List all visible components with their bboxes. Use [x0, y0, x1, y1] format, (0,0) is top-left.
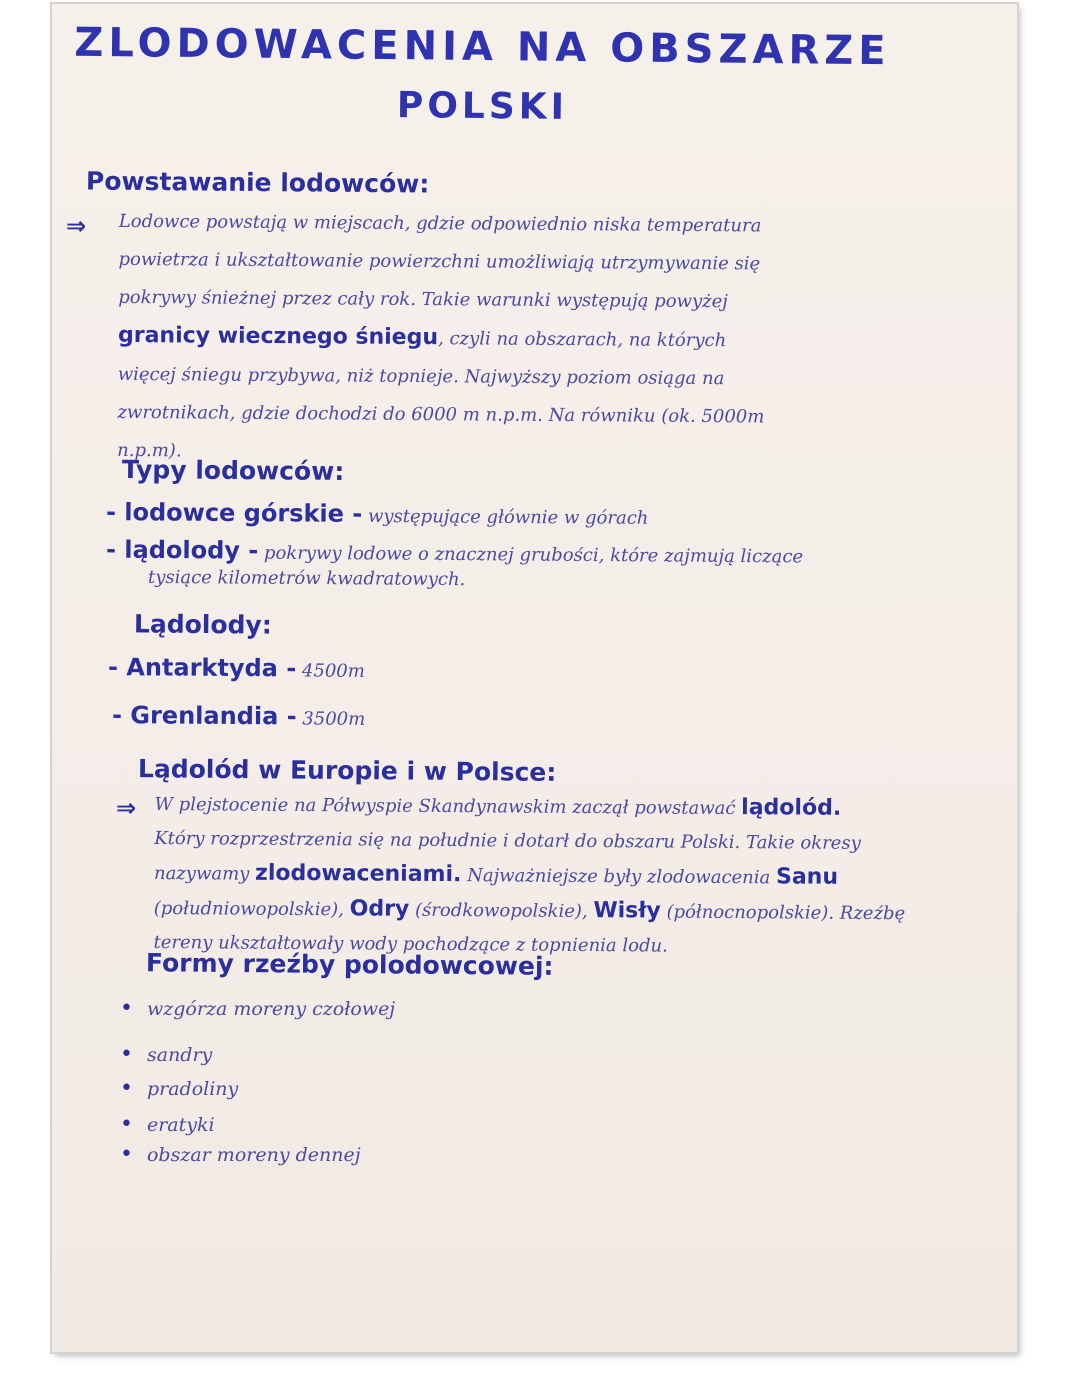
page-title-line-2: POLSKI	[396, 85, 569, 128]
list-item	[112, 701, 365, 731]
item-continuation: tysiące kilometrów kwadratowych.	[147, 566, 466, 591]
heading-ice-sheet-europe-poland: Lądolód w Europie i w Polsce:	[137, 754, 557, 787]
item-text: pradoliny	[146, 1078, 239, 1100]
list-item	[106, 498, 649, 530]
item-text: eratyki	[146, 1114, 215, 1136]
item-text: występujące głównie w górach	[362, 505, 649, 529]
item-lead: - Grenlandia -	[111, 701, 297, 731]
text-line: n.p.m).	[117, 439, 182, 462]
item-text: pokrywy lodowe o znacznej grubości, które zajmują liczące	[258, 542, 804, 568]
text-line: Który rozprzestrzenia się na południe i dotarł do obszaru Polski. Takie okresy	[154, 827, 861, 854]
list-item	[106, 536, 803, 569]
text-line: pokrywy śnieżnej przez cały rok. Takie warunki występują powyżej	[118, 286, 728, 313]
text-fragment: W plejstocenie na Półwyspie Skandynawskim zaczął powstawać	[154, 794, 742, 820]
text-line: tereny ukształtowały wody pochodzące z topnienia lodu.	[153, 931, 668, 957]
item-lead: - lądolody -	[105, 535, 259, 565]
heading-glacier-types: Typy lodowców:	[121, 455, 345, 486]
bullet-icon: •	[120, 1112, 133, 1137]
list-item	[120, 1112, 215, 1137]
text-fragment: Najważniejsze były zlodowacenia	[461, 865, 777, 889]
list-item	[120, 1076, 238, 1101]
highlight-odra: Odry	[349, 896, 410, 922]
text-line	[154, 856, 1014, 897]
bullet-icon: •	[120, 1142, 133, 1167]
text-line	[118, 317, 998, 362]
highlight-glaciations: zlodowaceniami.	[255, 860, 462, 888]
highlight-snow-line: granicy wiecznego śniegu	[117, 322, 439, 351]
item-lead: - lodowce górskie -	[105, 498, 363, 528]
list-item	[120, 1042, 212, 1067]
item-text: 3500m	[296, 708, 366, 730]
bullet-icon: •	[120, 1042, 133, 1067]
highlight-san: Sanu	[775, 864, 839, 890]
list-item	[108, 653, 365, 683]
text-fragment: (południowopolskie),	[153, 897, 350, 921]
bullet-icon: •	[120, 996, 133, 1021]
text-line: zwrotnikach, gdzie dochodzi do 6000 m n.p.m. Na równiku (ok. 5000m	[117, 401, 765, 428]
highlight-wisla: Wisły	[593, 898, 661, 924]
heading-postglacial-forms: Formy rzeźby polodowcowej:	[145, 948, 554, 981]
text-fragment: nazywamy	[153, 862, 256, 885]
item-text: wzgórza moreny czołowej	[146, 998, 396, 1020]
heading-glacier-formation: Powstawanie lodowców:	[85, 166, 430, 199]
arrow-icon: ⇒	[66, 212, 87, 240]
text-line	[154, 891, 1014, 932]
text-fragment: (północnopolskie). Rzeźbę	[660, 901, 906, 925]
bullet-icon: •	[120, 1076, 133, 1101]
text-fragment: , czyli na obszarach, na których	[437, 328, 727, 352]
paragraph-glacier-formation	[117, 203, 999, 476]
list-item	[120, 1142, 361, 1167]
text-line: powietrza i ukształtowanie powierzchni umożliwiają utrzymywanie się	[118, 248, 761, 275]
arrow-icon: ⇒	[116, 794, 137, 822]
list-item	[120, 996, 395, 1021]
heading-ice-sheets: Lądolody:	[133, 609, 272, 640]
text-line: więcej śniegu przybywa, niż topnieje. Najwyższy poziom osiąga na	[117, 363, 725, 390]
item-lead: - Antarktyda -	[107, 653, 297, 683]
text-line: Lodowce powstają w miejscach, gdzie odpowiednio niska temperatura	[118, 210, 762, 237]
text-line	[154, 787, 1014, 828]
item-text: sandry	[146, 1044, 213, 1066]
item-text: obszar moreny dennej	[146, 1144, 361, 1166]
paragraph-ice-sheet	[153, 787, 1014, 966]
page-title-line-1: ZLODOWACENIA NA OBSZARZE	[74, 19, 891, 75]
item-text: 4500m	[296, 660, 365, 682]
text-fragment: (środkowopolskie),	[409, 899, 594, 923]
highlight-ice-sheet: lądolód.	[741, 795, 842, 821]
